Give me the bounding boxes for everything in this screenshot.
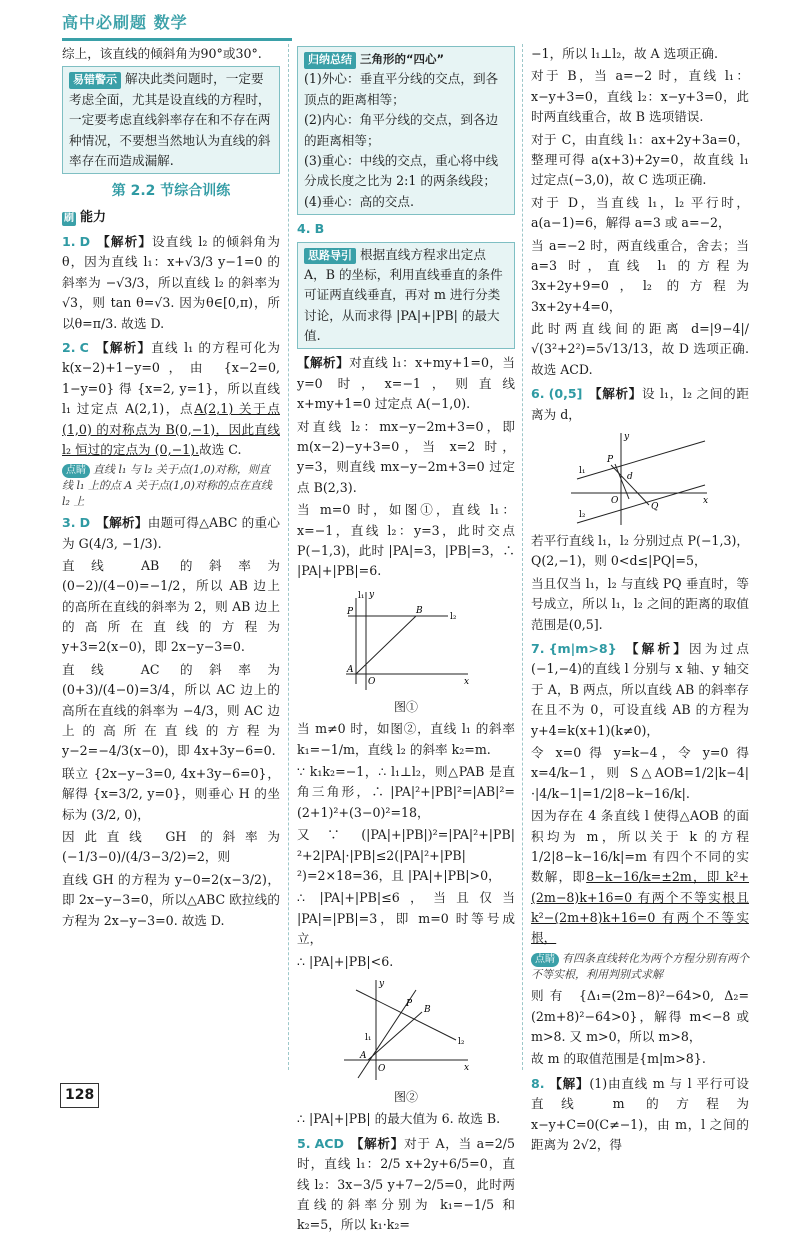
q7-p5: 故 m 的取值范围是{m|m>8}. xyxy=(531,1051,706,1067)
q4-p3: 当 m=0 时，如图①，直线 l₁：x=−1，直线 l₂：y=3，此时交点 P(−1,3)，此时 |PA|=3，|PB|=3，∴ |PA|+|PB|=6. xyxy=(297,502,515,579)
q2-tag: 【解析】 xyxy=(94,340,152,356)
header-underline xyxy=(62,38,292,41)
question-4 xyxy=(297,219,515,239)
fig1-label-a: A xyxy=(347,664,354,675)
question-8 xyxy=(531,1074,749,1156)
ability-heading xyxy=(62,207,280,228)
guide-tag: 思路导引 xyxy=(304,248,356,265)
q5-text: 对于 A，当 a=2/5 时，直线 l₁：2/5 x+2y+6/5=0，直线 l₂：3x−3/5 y+7−2/5=0，此时两直线的斜率分别为 k₁=−1/5 和 k₂=5，所以 k₁·k₂= xyxy=(297,1135,515,1233)
q1-tag: 【解析】 xyxy=(96,234,153,250)
header-title: 高中必刷题 数学 xyxy=(62,13,188,32)
q4-p1: 【解析】对直线 l₁：x+my+1=0，当 y=0 时，x=−1，则直线 x+my+1=0 过定点 A(−1,0). xyxy=(297,355,516,412)
question-3 xyxy=(62,513,280,554)
q4-answer: B xyxy=(314,221,325,237)
fig1-segment-ab xyxy=(356,616,416,674)
q4-tag: 【解析】 xyxy=(297,355,350,371)
column-divider xyxy=(288,44,289,1070)
page-header xyxy=(62,10,762,38)
q5-cont-p1: −1，所以 l₁⊥l₂，故 A 选项正确. xyxy=(531,46,719,61)
q8-tag: 【解】 xyxy=(548,1075,590,1091)
q1-answer: D xyxy=(79,234,91,250)
fig3-label-p: P xyxy=(607,455,614,466)
q4-p2: 对直线 l₂：mx−y−2m+3=0，即 m(x−2)−y+3=0，当 x=2 时，y=3，则直线 mx−y−2m+3=0 过定点 B(2,3). xyxy=(297,418,515,495)
warning-text: 解决此类问题时，一定要考虑全面，尤其是设直线的方程时，一定要考虑直线斜率存在和不存在两种情况，不要想当然地认为直线的斜率存在而造成漏解. xyxy=(69,71,271,168)
q4-p5: ∵ k₁k₂=−1，∴ l₁⊥l₂，则△PAB 是直角三角形，∴ |PA|²+|PB|²=|AB|²=(2+1)²+(3−0)²=18， xyxy=(297,763,515,820)
fig3-label-d: d xyxy=(627,472,633,483)
q2-text: 直线 l₁ 的方程可化为 k(x−2)+1−y=0，由 {x−2=0, 1−y=0} 得 {x=2, y=1}，所以直线 l₁ 过定点 A(2,1)，点 xyxy=(62,340,280,417)
q7-number: 7. xyxy=(531,640,545,656)
q3-number: 3. xyxy=(62,515,76,531)
note-icon: 点睛 xyxy=(531,953,559,967)
fig3-line-l1 xyxy=(577,441,705,479)
q3-tag: 【解析】 xyxy=(96,515,148,531)
fig3-label-o: O xyxy=(611,496,619,507)
q3-p4: 联立 {2x−y−3=0, 4x+3y−6=0}，解得 {x=3/2, y=0}，则垂心 H 的坐标为 (3/2, 0)， xyxy=(62,765,280,822)
q3-answer: D xyxy=(79,515,91,531)
q6-p1: 设 l₁，l₂ 之间的距离为 d， xyxy=(531,386,749,422)
fig2-label-p: P xyxy=(406,998,413,1009)
column-3 xyxy=(531,44,750,1152)
q7-p2: 令 x=0 得 y=k−4，令 y=0 得 x=4/k−1，则 S△AOB=1/2|k−4|·|4/k−1|=1/2|8−k−16/k|. xyxy=(531,744,749,801)
q2-number: 2. xyxy=(62,340,76,356)
warning-tag: 易错警示 xyxy=(69,72,121,89)
fig3-label-l2: l₂ xyxy=(579,510,586,521)
fig1-label-o: O xyxy=(368,676,376,687)
q2-note: 点睛 直线 l₁ 与 l₂ 关于点(1,0)对称，则直线 l₁ 上的点 A 关于点(1,0)对称的点在直线 l₂ 上 xyxy=(62,463,272,508)
q1-number: 1. xyxy=(62,234,76,250)
question-5 xyxy=(297,1134,515,1236)
q3-p6: 直线 GH 的方程为 y−0=2(x−3/2)，即 2x−y−3=0，所以△ABC 欧拉线的方程为 2x−y−3=0. 故选 D. xyxy=(62,871,280,928)
fig2-label-x: x xyxy=(464,1062,470,1073)
fig2-label-l1: l₁ xyxy=(365,1032,372,1043)
figure-2-caption: 图② xyxy=(393,1089,418,1104)
q7-p4: 则有 {Δ₁=(2m−8)²−64>0, Δ₂=(2m+8)²−64>0}，解得 m<−8 或 m>8. 又 m>0，所以 m>8， xyxy=(531,988,749,1045)
q5-answer: ACD xyxy=(314,1135,345,1151)
summary-title: 三角形的“四心” xyxy=(360,52,445,66)
q1-text: 设直线 l₂ 的倾斜角为θ，因为直线 l₁：x+√3/3 y−1=0 的斜率为 −√3/3，所以直线 l₂ 的斜率为√3，则 tan θ=√3. 因为θ∈[0,π)，所以θ=π/3. 故选 D. xyxy=(62,234,280,331)
guide-box xyxy=(297,242,515,350)
q2-underlined: A(2,1) 关于点 (1,0) 的对称点为 B(0,−1)，因此直线 l₂ 恒过的定点为 (0,−1). xyxy=(62,401,280,457)
q8-text: (1)由直线 m 与 l 平行可设直线 m 的方程为 x−y+C=0(C≠−1)，由 m，l 之间的距离为 2√2，得 xyxy=(531,1075,750,1152)
fig3-label-y: y xyxy=(624,432,630,443)
fig3-label-l1: l₁ xyxy=(579,466,586,477)
q2-answer: C xyxy=(79,340,89,356)
q5-number: 5. xyxy=(297,1135,311,1151)
q5-cont-p5: 当 a=−2 时，两直线重合，舍去；当 a=3 时，直线 l₁ 的方程为 3x+2y+9=0，l₂ 的方程为 3x+2y+4=0， xyxy=(531,237,749,314)
q4-number: 4. xyxy=(297,221,311,237)
q4-p9: ∴ |PA|+|PB| 的最大值为 6. 故选 B. xyxy=(297,1111,501,1127)
figure-2 xyxy=(336,976,476,1086)
figure-1-caption: 图① xyxy=(393,699,418,714)
summary-item: (4)垂心：高的交点. xyxy=(304,193,414,209)
q6-tag: 【解析】 xyxy=(588,386,643,402)
fig1-label-l2: l₂ xyxy=(450,611,457,622)
q5-cont-p4: 对于 D，当直线 l₁，l₂ 平行时，a(a−1)=6，解得 a=3 或 a=−2， xyxy=(531,194,749,231)
q6-number: 6. xyxy=(531,386,545,402)
q7-underlined: 8−k−16/k=±2m，即 k²+(2m−8)k+16=0 有两个不等实根且 k²−(2m+8)k+16=0 有两个不等实根， xyxy=(531,869,749,946)
fig2-label-l2: l₂ xyxy=(458,1036,465,1047)
column-2 xyxy=(297,44,516,1233)
q4-p4: 当 m≠0 时，如图②，直线 l₁ 的斜率 k₁=−1/m，直线 l₂ 的斜率 k₂=m. xyxy=(297,721,515,757)
q7-p3: 因为存在 4 条直线 l 使得△AOB 的面积均为 m，所以关于 k 的方程 1/2|8−k−16/k|=m 有四个不同的实数解，即8−k−16/k=±2m，即 k²+(2m−8)k+16=0 有两个不等实根且 k²−(2m+8)k+16=0 有两个不等实根， xyxy=(531,808,749,946)
summary-item: (2)内心：角平分线的交点，到各边的距离相等； xyxy=(304,112,499,148)
fig1-label-y: y xyxy=(369,589,375,600)
q3-p3: 直线 AC 的斜率为 (0+3)/(4−0)=3/4，所以 AC 边上的高所在直线的斜率为 −4/3，则 AC 边上的高所在直线的方程为 y−2=−4/3(x−0)，即 4x+3y−6=0. xyxy=(62,661,280,759)
figure-3 xyxy=(565,429,715,529)
fig2-label-b: B xyxy=(424,1004,431,1015)
q2-tail: 故选 C. xyxy=(199,441,242,457)
page-number: 128 xyxy=(60,1083,99,1108)
column-divider xyxy=(522,44,523,1070)
question-1 xyxy=(62,232,280,334)
q6-p2: 若平行直线 l₁，l₂ 分别过点 P(−1,3)，Q(2,−1)，则 0<d≤|PQ|=5， xyxy=(531,533,749,569)
q5-tag: 【解析】 xyxy=(350,1135,405,1151)
guide-text: 根据直线方程求出定点 A，B 的坐标，利用直线垂直的条件可证两直线垂直，再对 m 进行分类讨论，从而求得 |PA|+|PB| 的最大值. xyxy=(304,246,503,344)
ability-icon: 刷 xyxy=(64,213,74,225)
intro-text: 综上，该直线的倾斜角为90°或30°. xyxy=(62,46,262,61)
q4-p8: ∴ |PA|+|PB|<6. xyxy=(297,953,394,969)
fig3-line-l2 xyxy=(577,485,705,523)
q6-p3: 当且仅当 l₁，l₂ 与直线 PQ 垂直时，等号成立，所以 l₁，l₂ 之间的距离的取值范围是(0,5]. xyxy=(531,575,749,632)
fig3-label-q: Q xyxy=(651,502,659,513)
fig3-label-x: x xyxy=(703,496,709,507)
column-1 xyxy=(62,44,280,1070)
note-icon: 点睛 xyxy=(62,464,90,478)
summary-tag: 归纳总结 xyxy=(304,52,356,69)
q5-cont-p6: 此时两直线间的距离 d=|9−4|/√(3²+2²)=5√13/13，故 D 选项正确. 故选 ACD. xyxy=(531,321,749,377)
fig1-label-x: x xyxy=(464,676,470,687)
q8-number: 8. xyxy=(531,1075,545,1091)
q3-p2: 直线 AB 的斜率为 (0−2)/(4−0)=−1/2，所以 AB 边上的高所在直线的斜率为 2，则 AB 边上的高所在直线的方程为 y+3=2(x−0)，即 2x−y−3=0. xyxy=(62,557,280,655)
warning-box xyxy=(62,66,280,174)
fig1-label-b: B xyxy=(416,605,423,616)
q7-answer: {m|m>8} xyxy=(548,640,617,656)
question-2 xyxy=(62,338,280,460)
q3-p5: 因此直线 GH 的斜率为 (−1/3−0)/(4/3−3/2)=2，则 xyxy=(62,829,280,865)
summary-box xyxy=(297,46,515,215)
fig1-label-l1: l₁ xyxy=(358,590,365,601)
section-title: 第 2.2 节综合训练 xyxy=(111,183,231,200)
q4-p7: ∴ |PA|+|PB|≤6，当且仅当 |PA|=|PB|=3，即 m=0 时等号成立， xyxy=(297,890,515,947)
question-7 xyxy=(531,639,749,741)
ability-label: 能力 xyxy=(80,210,107,226)
summary-item: (3)重心：中线的交点，重心将中线分成长度之比为 2:1 的两条线段； xyxy=(304,152,499,189)
fig2-label-y: y xyxy=(379,978,385,989)
q5-cont-p3: 对于 C，由直线 l₁：ax+2y+3a=0，整理可得 a(x+3)+2y=0，故直线 l₁ 过定点(−3,0)，故 C 选项正确. xyxy=(531,131,749,188)
fig1-label-p: P xyxy=(347,606,354,617)
fig2-label-o: O xyxy=(378,1063,386,1074)
q7-tag: 【解析】 xyxy=(622,640,690,656)
q4-p6: 又∵ (|PA|+|PB|)²=|PA|²+|PB|²+2|PA|·|PB|≤2(|PA|²+|PB|²)=2×18=36，且 |PA|+|PB|>0， xyxy=(297,827,515,883)
q7-p1: 因为过点(−1,−4)的直线 l 分别与 x 轴、y 轴交于 A，B 两点，所以直线 AB 的斜率存在且不为 0，可设直线 AB 的方程为 y+4=k(x+1)(k≠0)， xyxy=(531,640,750,738)
q6-answer: (0,5] xyxy=(548,386,583,402)
question-6 xyxy=(531,384,749,425)
q3-p1: 由题可得△ABC 的重心为 G(4/3, −1/3). xyxy=(62,515,280,551)
fig2-label-a: A xyxy=(360,1050,367,1061)
figure-1 xyxy=(336,586,476,696)
q5-cont-p2: 对于 B，当 a=−2 时，直线 l₁：x−y+3=0，直线 l₂：x−y+3=0，此时两直线重合，故 B 选项错误. xyxy=(531,68,749,125)
q7-note: 点睛 有四条直线转化为两个方程分别有两个不等实根，利用判别式求解 xyxy=(531,951,749,981)
summary-item: (1)外心：垂直平分线的交点，到各顶点的距离相等； xyxy=(304,71,499,107)
